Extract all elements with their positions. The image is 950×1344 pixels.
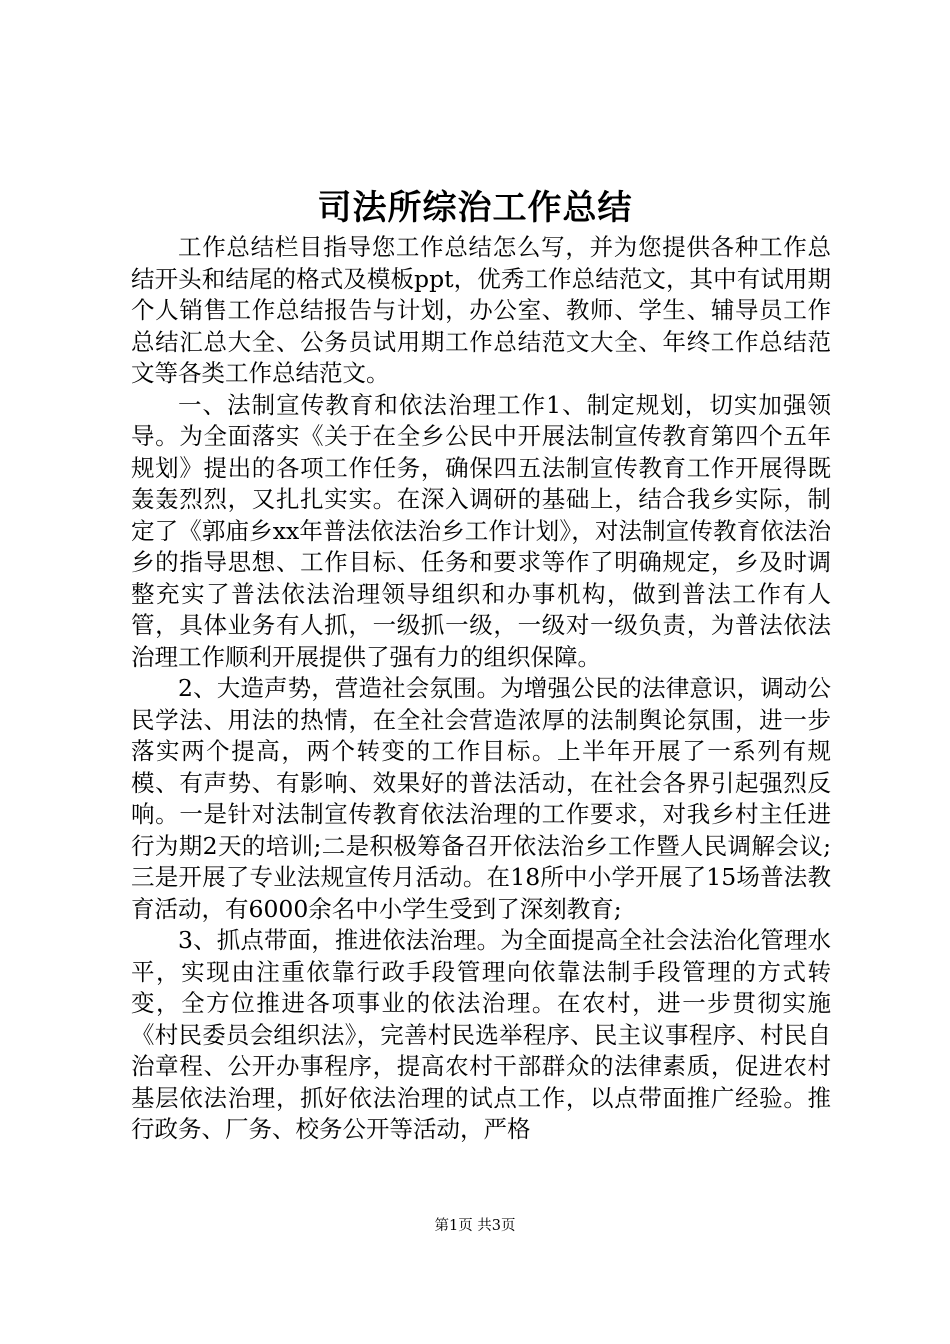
document-body xyxy=(131,232,831,1146)
paragraph-intro: 工作总结栏目指导您工作总结怎么写，并为您提供各种工作总结开头和结尾的格式及模板ppt，优秀工作总结范文，其中有试用期个人销售工作总结报告与计划，办公室、教师、学生、辅导员工作总结汇总大全、公务员试用期工作总结范文大全、年终工作总结范文等各类工作总结范文。 xyxy=(131,233,831,387)
paragraph-section-1: 一、法制宣传教育和依法治理工作1、制定规划，切实加强领导。为全面落实《关于在全乡公民中开展法制宣传教育第四个五年规划》提出的各项工作任务，确保四五法制宣传教育工作开展得既轰轰烈烈，又扎扎实实。在深入调研的基础上，结合我乡实际，制定了《郭庙乡xx年普法依法治乡工作计划》，对法制宣传教育依法治乡的指导思想、工作目标、任务和要求等作了明确规定，乡及时调整充实了普法依法治理领导组织和办事机构，做到普法工作有人管，具体业务有人抓，一级抓一级，一级对一级负责，为普法依法治理工作顺利开展提供了强有力的组织保障。 xyxy=(131,390,831,671)
paragraph-section-3: 3、抓点带面，推进依法治理。为全面提高全社会法治化管理水平，实现由注重依靠行政手段管理向依靠法制手段管理的方式转变，全方位推进各项事业的依法治理。在农村，进一步贯彻实施《村民委员会组织法》，完善村民选举程序、民主议事程序、村民自治章程、公开办事程序，提高农村干部群众的法律素质，促进农村基层依法治理，抓好依法治理的试点工作，以点带面推广经验。推行政务、厂务、校务公开等活动，严格 xyxy=(131,926,831,1143)
document-title: 司法所综治工作总结 xyxy=(317,188,633,228)
page-number-footer: 第1页 共3页 xyxy=(434,1218,516,1234)
paragraph-section-2: 2、大造声势，营造社会氛围。为增强公民的法律意识，调动公民学法、用法的热情，在全社会营造浓厚的法制舆论氛围，进一步落实两个提高，两个转变的工作目标。上半年开展了一系列有规模、有声势、有影响、效果好的普法活动，在社会各界引起强烈反响。一是针对法制宣传教育依法治理的工作要求，对我乡村主任进行为期2天的培训;二是积极筹备召开依法治乡工作暨人民调解会议;三是开展了专业法规宣传月活动。在18所中小学开展了15场普法教育活动，有6000余名中小学生受到了深刻教育; xyxy=(131,674,831,923)
